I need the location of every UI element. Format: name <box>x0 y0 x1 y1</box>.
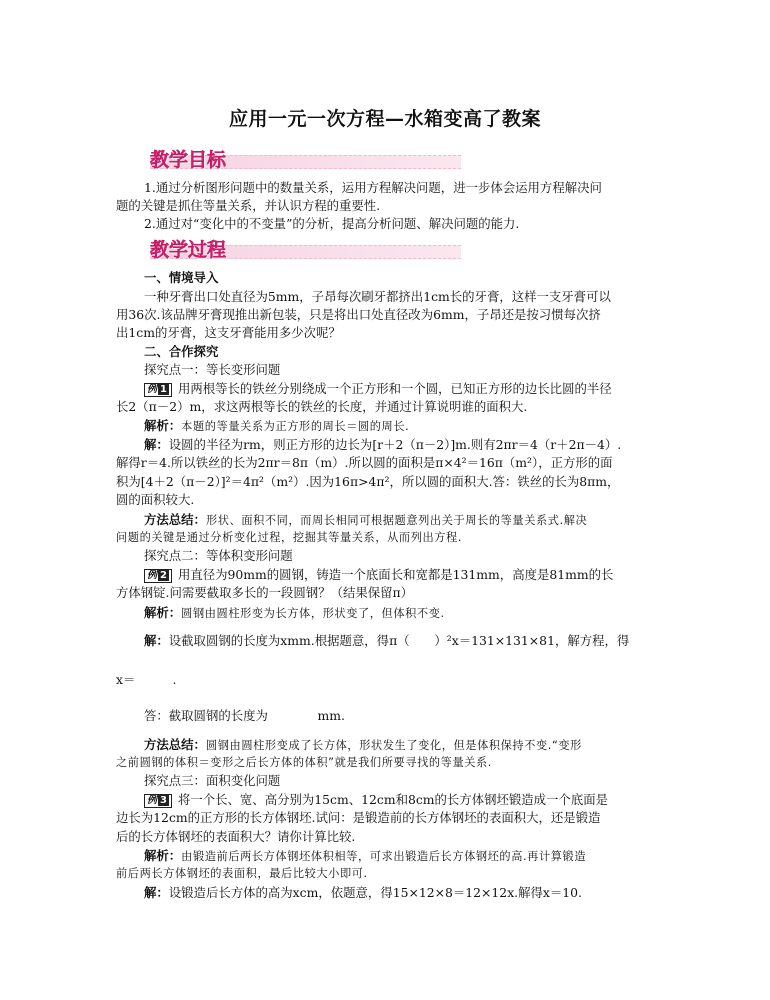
analysis-line: 解析：圆钢由圆柱形变为长方体，形状变了，但体积不变. <box>144 605 445 620</box>
solution-line: 解：设锻造后长方体的高为xcm，依题意，得15×12×8＝12×12x.解得x＝10. <box>144 885 582 900</box>
example-line: 例 2 用直径为90mm的圆钢，铸造一个底面长和宽都是131mm，高度是81mm的长 <box>144 567 613 583</box>
method-summary-line: 问题的关键是通过分析变化过程，挖掘其等量关系，从而列出方程. <box>116 531 462 544</box>
goal-line: 1.通过分析图形问题中的数量关系，运用方程解决问题，进一步体会运用方程解决问 <box>144 180 602 195</box>
section-banner-goals <box>116 148 461 170</box>
answer-line: 答：截取圆钢的长度为 mm. <box>144 708 345 723</box>
solution-line: 圆的面积较大. <box>116 492 195 507</box>
section-title-goals: 教学目标 <box>150 149 227 171</box>
paragraph-line: 一种牙膏出口处直径为5mm，子昂每次刷牙都挤出1cm长的牙膏，这样一支牙膏可以 <box>144 289 611 304</box>
method-summary-line: 方法总结：圆钢由圆柱形变成了长方体，形状发生了变化，但是体积保持不变.“变形 <box>144 737 582 752</box>
analysis-line: 解析：由锻造前后两长方体钢坯体积相等，可求出锻造后长方体钢坯的高.再计算锻造 <box>144 848 587 863</box>
example-tag: 例 2 <box>144 569 172 583</box>
paragraph-line: 用36次.该品牌牙膏现推出新包装，只是将出口处直径改为6mm，子昂还是按习惯每次挤 <box>116 307 601 322</box>
page-title: 应用一元一次方程—水箱变高了教案 <box>228 108 541 130</box>
method-summary-line: 方法总结：形状、面积不同，而周长相同可根据题意列出关于周长的等量关系式.解决 <box>144 512 588 527</box>
example-line: 长2（π－2）m，求这两根等长的铁丝的长度，并通过计算说明谁的面积大. <box>116 399 528 414</box>
heading-explore: 二、合作探究 <box>144 344 219 359</box>
solution-line: 解：设截取圆钢的长度为xmm.根据题意，得π（ ）²x＝131×131×81，解方程，得 <box>144 633 630 648</box>
example-line: 方体钢锭.问需要截取多长的一段圆钢？（结果保留π） <box>116 585 414 600</box>
solution-line: x＝ . <box>116 672 177 687</box>
goal-line: 2.通过对“变化中的不变量”的分析，提高分析问题、解决问题的能力. <box>144 216 520 231</box>
heading-intro: 一、情境导入 <box>144 270 219 285</box>
solution-line: 积为[4＋2（π－2）]²＝4π²（m²）.因为16π>4π²，所以圆的面积大.答：铁丝的长为8πm， <box>116 474 620 489</box>
topic-heading: 探究点二：等体积变形问题 <box>144 548 293 563</box>
example-tag: 例 1 <box>144 383 172 397</box>
paragraph-line: 出1cm的牙膏，这支牙膏能用多少次呢？ <box>116 325 341 340</box>
method-summary-line: 之前圆钢的体积＝变形之后长方体的体积”就是我们所要寻找的等量关系. <box>116 756 492 769</box>
analysis-line: 解析：本题的等量关系为正方形的周长＝圆的周长. <box>144 418 410 433</box>
topic-heading: 探究点一：等长变形问题 <box>144 362 281 377</box>
example-line: 后的长方体钢坯的表面积大？请你计算比较. <box>116 829 356 844</box>
section-title-process: 教学过程 <box>150 239 227 261</box>
section-banner-process <box>116 238 461 260</box>
example-line: 例 1 用两根等长的铁丝分别绕成一个正方形和一个圆，已知正方形的边长比圆的半径 <box>144 381 612 397</box>
goal-line: 题的关键是抓住等量关系，并认识方程的重要性. <box>116 198 381 213</box>
example-line: 边长为12cm的正方形的长方体钢坯.试问：是锻造前的长方体钢坯的表面积大，还是锻造 <box>116 810 601 825</box>
solution-line: 解：设圆的半径为rm，则正方形的边长为[r＋2（π－2）]m.则有2πr＝4（r＋2π－4）. <box>144 437 622 452</box>
example-line: 例 3 将一个长、宽、高分别为15cm、12cm和8cm的长方体钢坯锻造成一个底面是 <box>144 792 608 808</box>
solution-line: 解得r＝4.所以铁丝的长为2πr＝8π（m）.所以圆的面积是π×4²＝16π（m²），正方形的面 <box>116 455 613 470</box>
example-tag: 例 3 <box>144 794 172 808</box>
analysis-line: 前后两长方体钢坯的表面积，最后比较大小即可. <box>116 867 368 880</box>
topic-heading: 探究点三：面积变化问题 <box>144 773 281 788</box>
